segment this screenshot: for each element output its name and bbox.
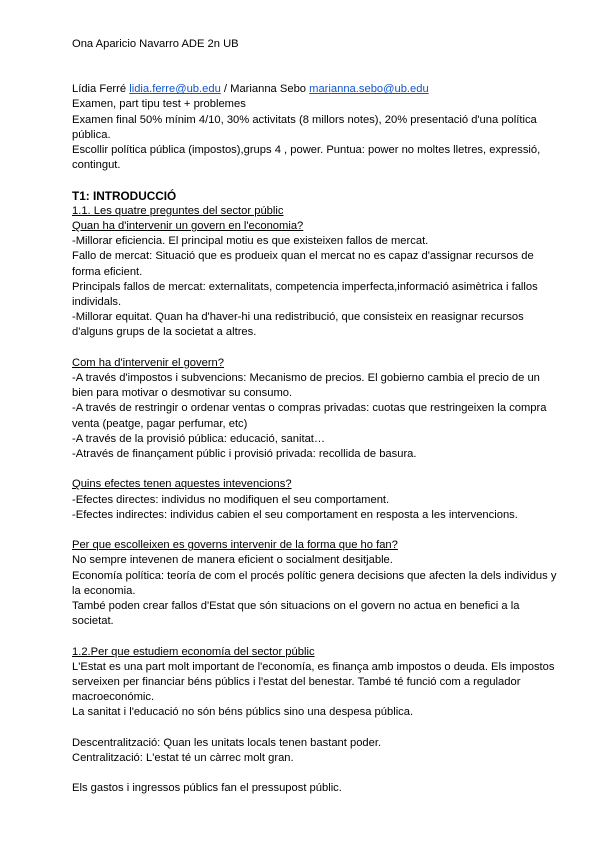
paragraph: No sempre intevenen de manera eficient o socialment desitjable.	[72, 554, 393, 567]
subsection-1-2: 1.2.Per que estudiem economía del sector públic	[72, 645, 315, 658]
question-effects: Quins efectes tenen aquestes intevencions?	[72, 478, 292, 491]
paragraph: -Millorar equitat. Quan ha d'haver-hi una redistribució, que consisteix en reasignar recursos d'alguns grups de la societat a altres.	[72, 311, 524, 339]
exam-type: Examen, part tipu test + problemes	[72, 98, 246, 111]
paragraph: Principals fallos de mercat: externalitats, competencia imperfecta,informació asimètrica i fallos individals.	[72, 280, 538, 309]
teacher2-name: / Marianna Sebo	[220, 83, 310, 96]
paragraph: -Efectes indirectes: individus cabien el seu comportament en resposta a les intervencions.	[72, 508, 518, 521]
email-link-marianna[interactable]: marianna.sebo@ub.edu	[309, 83, 429, 96]
page-header: Ona Aparicio Navarro ADE 2n UB	[72, 38, 239, 50]
question-when: Quan ha d'intervenir un govern en l'economia?	[72, 220, 304, 233]
email-link-lidia[interactable]: lidia.ferre@ub.edu	[129, 83, 221, 96]
paragraph: L'Estat es una part molt important de l'economía, es finança amb impostos o deuda. Els impostos serveixen per financiar béns públics i l'estat del benestar. També té funció com a regulador macroeconómic.	[72, 660, 555, 704]
paragraph: Descentralització: Quan les unitats locals tenen bastant poder.	[72, 736, 382, 749]
question-how: Com ha d'intervenir el govern?	[72, 356, 225, 369]
paragraph: -A través de la provisió pública: educació, sanitat…	[72, 432, 326, 445]
paragraph: -A través d'impostos i subvencions: Mecanismo de precios. El gobierno cambia el precio de un bien para motivar o desmotivar su consumo.	[72, 372, 540, 400]
paragraph: Centralització: L'estat té un càrrec molt gran.	[72, 752, 294, 765]
grading-info: Examen final 50% mínim 4/10, 30% activitats (8 millors notes), 20% presentació d'una política pública.	[72, 113, 537, 141]
paragraph: -Efectes directes: individus no modifiquen el seu comportament.	[72, 493, 390, 506]
paragraph: -Através de finançament públic i provisió privada: recollida de basura.	[72, 448, 417, 461]
paragraph: Economía política: teoría de com el procés polític genera decisions que afecten la dels individus y la economia.	[72, 569, 557, 597]
teachers-line	[72, 82, 560, 97]
paragraph: -Millorar eficiencia. El principal motiu es que existeixen fallos de mercat.	[72, 235, 429, 248]
paragraph: La sanitat i l'educació no són béns públics sino una despesa pública.	[72, 706, 414, 719]
project-info: Escollir política pública (impostos),grups 4 , power. Puntua: power no moltes lletres, expressió, contingut.	[72, 144, 541, 172]
subsection-1-1: 1.1. Les quatre preguntes del sector públic	[72, 204, 284, 217]
section-title-t1: T1: INTRODUCCIÓ	[72, 188, 177, 203]
paragraph: Fallo de mercat: Situació que es produeix quan el mercat no es capaz d'assignar recursos de forma eficient.	[72, 250, 534, 278]
paragraph: També poden crear fallos d'Estat que són situacions on el govern no actua en benefici a la societat.	[72, 600, 520, 628]
question-why: Per que escolleixen es governs intervenir de la forma que ho fan?	[72, 539, 398, 552]
teacher1-name: Lídia Ferré	[72, 83, 130, 96]
paragraph: Els gastos i ingressos públics fan el pressupost públic.	[72, 782, 342, 795]
paragraph: -A través de restringir o ordenar ventas o compras privadas: cuotas que restringeixen la compra venta (peatge, pagar perfumar, etc)	[72, 402, 547, 430]
